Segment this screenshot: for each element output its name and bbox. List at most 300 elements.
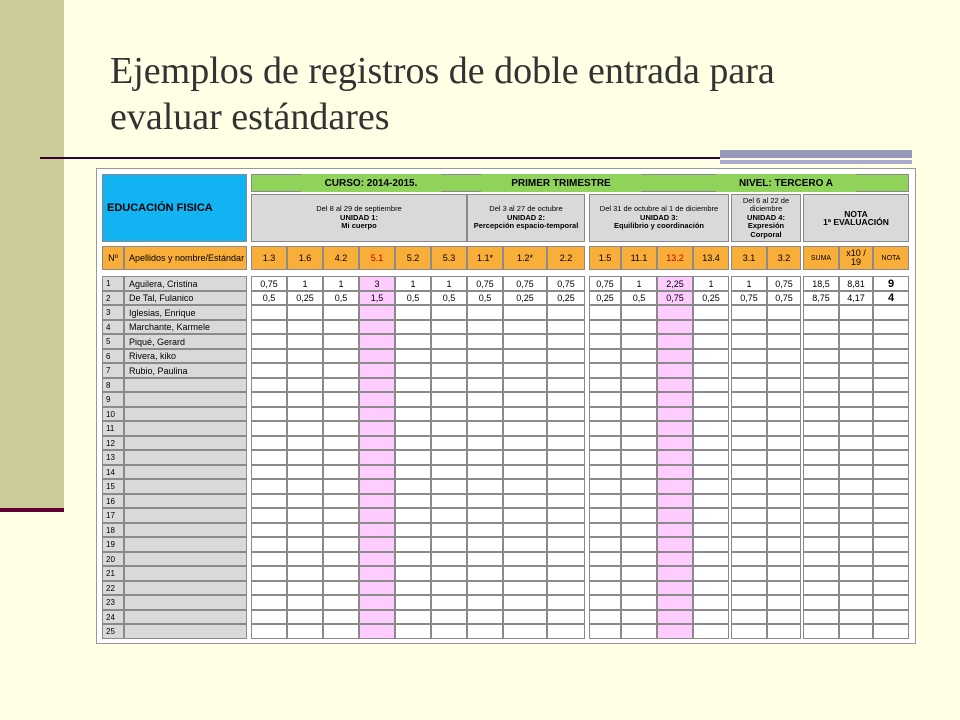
unit-topic: Percepción espacio-temporal — [473, 221, 579, 231]
score-cell — [589, 334, 621, 349]
score-cell — [693, 624, 729, 639]
score-cell: 0,75 — [767, 276, 801, 291]
score-cell — [503, 624, 547, 639]
title-line-2: evaluar estándares — [110, 96, 390, 138]
score-cell — [431, 610, 467, 624]
score-cell — [395, 494, 431, 508]
suma-cell — [803, 523, 839, 537]
score-cell — [323, 378, 359, 392]
x10-cell: 4,17 — [839, 291, 873, 305]
score-cell — [323, 595, 359, 610]
score-cell — [467, 581, 503, 595]
score-cell — [731, 508, 767, 523]
score-cell — [431, 523, 467, 537]
x10-cell — [839, 334, 873, 349]
score-cell — [359, 349, 395, 363]
score-cell — [503, 436, 547, 450]
score-cell — [767, 479, 801, 494]
score-cell — [359, 552, 395, 566]
score-cell — [395, 523, 431, 537]
header-standard-1.6: 1.6 — [287, 246, 323, 270]
score-cell — [503, 450, 547, 465]
score-cell — [395, 407, 431, 421]
x10-cell — [839, 581, 873, 595]
score-cell: 0,25 — [693, 291, 729, 305]
score-cell — [323, 421, 359, 436]
score-cell — [323, 305, 359, 320]
score-cell — [547, 378, 585, 392]
nota-cell — [873, 610, 909, 624]
score-cell — [287, 610, 323, 624]
score-cell — [589, 479, 621, 494]
score-cell — [693, 508, 729, 523]
score-cell — [547, 552, 585, 566]
row-number: 25 — [102, 624, 124, 639]
score-cell — [431, 552, 467, 566]
score-cell: 0,25 — [547, 291, 585, 305]
score-cell — [287, 566, 323, 581]
subject-cell: EDUCACIÓN FISICA — [102, 174, 247, 242]
nota-cell — [873, 581, 909, 595]
score-cell — [693, 494, 729, 508]
score-cell — [287, 523, 323, 537]
score-cell — [467, 305, 503, 320]
student-name — [124, 421, 247, 436]
score-cell — [467, 465, 503, 479]
score-cell — [395, 421, 431, 436]
score-cell — [323, 624, 359, 639]
x10-cell — [839, 363, 873, 378]
student-name — [124, 494, 247, 508]
nota-header-line2: 1ª EVALUACIÓN — [823, 217, 889, 227]
score-cell: 0,75 — [589, 276, 621, 291]
nota-header — [803, 194, 909, 242]
score-cell — [767, 450, 801, 465]
score-cell — [731, 305, 767, 320]
student-name — [124, 537, 247, 552]
score-cell — [621, 581, 657, 595]
score-cell — [693, 363, 729, 378]
student-name: Iglesias, Enrique — [124, 305, 247, 320]
score-cell — [287, 508, 323, 523]
score-cell — [431, 581, 467, 595]
score-cell — [395, 508, 431, 523]
score-cell — [657, 595, 693, 610]
header-standard-5.3: 5.3 — [431, 246, 467, 270]
row-number: 23 — [102, 595, 124, 610]
suma-cell — [803, 334, 839, 349]
score-cell — [395, 363, 431, 378]
score-cell — [589, 320, 621, 334]
score-cell — [431, 450, 467, 465]
score-cell — [693, 523, 729, 537]
score-cell — [431, 465, 467, 479]
score-cell — [395, 624, 431, 639]
nota-cell — [873, 595, 909, 610]
nota-cell — [873, 436, 909, 450]
score-cell — [251, 465, 287, 479]
score-cell — [287, 494, 323, 508]
score-cell — [693, 610, 729, 624]
nota-cell — [873, 334, 909, 349]
suma-cell — [803, 349, 839, 363]
unit-header-2 — [467, 194, 585, 242]
score-cell: 0,75 — [547, 276, 585, 291]
row-number: 1 — [102, 276, 124, 291]
student-name — [124, 581, 247, 595]
nota-cell — [873, 494, 909, 508]
score-cell — [323, 392, 359, 407]
score-cell — [287, 552, 323, 566]
score-cell — [431, 305, 467, 320]
score-cell — [621, 479, 657, 494]
score-cell — [503, 349, 547, 363]
score-cell — [731, 566, 767, 581]
score-cell — [431, 566, 467, 581]
student-name — [124, 436, 247, 450]
x10-cell — [839, 566, 873, 581]
suma-cell — [803, 508, 839, 523]
suma-cell — [803, 305, 839, 320]
score-cell — [547, 421, 585, 436]
score-cell — [251, 508, 287, 523]
nota-cell: 4 — [873, 291, 909, 305]
score-cell — [251, 378, 287, 392]
score-cell — [359, 537, 395, 552]
row-number: 8 — [102, 378, 124, 392]
score-cell — [657, 566, 693, 581]
unit-name: UNIDAD 3: — [640, 212, 678, 222]
score-cell — [359, 595, 395, 610]
score-cell — [767, 581, 801, 595]
suma-cell — [803, 581, 839, 595]
score-cell — [503, 363, 547, 378]
score-cell — [621, 407, 657, 421]
score-cell — [589, 436, 621, 450]
score-cell — [431, 378, 467, 392]
score-cell — [287, 378, 323, 392]
score-cell — [767, 595, 801, 610]
nota-cell — [873, 349, 909, 363]
score-cell — [767, 320, 801, 334]
slide-title — [110, 48, 910, 140]
score-cell — [323, 450, 359, 465]
score-cell — [251, 494, 287, 508]
score-cell — [589, 508, 621, 523]
score-cell — [621, 595, 657, 610]
row-number: 21 — [102, 566, 124, 581]
header-standard-1.3: 1.3 — [251, 246, 287, 270]
unit-topic: Mi cuerpo — [341, 221, 377, 231]
score-cell — [323, 581, 359, 595]
student-name: Rubio, Paulina — [124, 363, 247, 378]
score-cell — [657, 421, 693, 436]
nota-cell — [873, 566, 909, 581]
score-cell — [287, 363, 323, 378]
score-cell — [323, 523, 359, 537]
student-name — [124, 450, 247, 465]
score-cell — [431, 624, 467, 639]
header-standard-1.2*: 1.2* — [503, 246, 547, 270]
score-cell — [589, 566, 621, 581]
score-cell — [657, 610, 693, 624]
score-cell — [589, 581, 621, 595]
score-cell — [359, 407, 395, 421]
x10-cell — [839, 465, 873, 479]
score-cell — [395, 537, 431, 552]
row-number: 5 — [102, 334, 124, 349]
score-cell — [547, 349, 585, 363]
score-cell — [323, 537, 359, 552]
nota-cell — [873, 624, 909, 639]
score-cell — [693, 378, 729, 392]
score-cell — [693, 479, 729, 494]
score-cell — [693, 566, 729, 581]
unit-dates: Del 6 al 22 de diciembre — [742, 195, 790, 214]
score-cell — [431, 537, 467, 552]
score-cell — [767, 537, 801, 552]
score-cell — [621, 334, 657, 349]
score-cell — [467, 610, 503, 624]
score-cell — [589, 552, 621, 566]
score-cell — [693, 450, 729, 465]
score-cell — [287, 305, 323, 320]
x10-cell — [839, 378, 873, 392]
suma-cell — [803, 320, 839, 334]
score-cell — [323, 508, 359, 523]
x10-cell — [839, 552, 873, 566]
row-number: 14 — [102, 465, 124, 479]
score-cell: 0,25 — [287, 291, 323, 305]
score-cell: 1 — [431, 276, 467, 291]
score-cell — [287, 479, 323, 494]
score-cell — [767, 494, 801, 508]
x10-cell — [839, 494, 873, 508]
header-standard-3.1: 3.1 — [731, 246, 767, 270]
score-cell — [359, 363, 395, 378]
score-cell — [431, 349, 467, 363]
score-cell — [767, 334, 801, 349]
nota-cell — [873, 305, 909, 320]
x10-cell — [839, 407, 873, 421]
unit-header-3 — [589, 194, 729, 242]
score-cell — [323, 334, 359, 349]
score-cell — [657, 407, 693, 421]
suma-cell — [803, 407, 839, 421]
student-name — [124, 552, 247, 566]
unit-header-4 — [731, 194, 801, 242]
score-cell — [287, 421, 323, 436]
nota-cell — [873, 392, 909, 407]
score-cell — [589, 523, 621, 537]
suma-cell — [803, 392, 839, 407]
score-cell — [621, 450, 657, 465]
score-cell — [621, 436, 657, 450]
score-cell — [395, 479, 431, 494]
x10-cell — [839, 421, 873, 436]
score-cell — [467, 334, 503, 349]
score-cell: 1 — [621, 276, 657, 291]
row-number: 7 — [102, 363, 124, 378]
score-cell — [767, 465, 801, 479]
nota-cell — [873, 450, 909, 465]
score-cell: 0,5 — [395, 291, 431, 305]
score-cell — [359, 494, 395, 508]
score-cell — [503, 523, 547, 537]
header-name: Apellidos y nombre/Estándar — [124, 246, 247, 270]
student-name — [124, 624, 247, 639]
score-cell — [359, 450, 395, 465]
score-cell — [431, 595, 467, 610]
score-cell — [467, 595, 503, 610]
header-standard-1.5: 1.5 — [589, 246, 621, 270]
score-cell — [693, 552, 729, 566]
title-rule-gray-thin — [720, 160, 912, 164]
x10-cell — [839, 537, 873, 552]
suma-cell — [803, 421, 839, 436]
score-cell — [503, 537, 547, 552]
score-cell — [287, 537, 323, 552]
score-cell — [547, 436, 585, 450]
score-cell — [547, 450, 585, 465]
score-cell — [251, 624, 287, 639]
score-cell — [323, 479, 359, 494]
row-number: 18 — [102, 523, 124, 537]
score-cell: 0,75 — [467, 276, 503, 291]
score-cell — [621, 305, 657, 320]
score-cell — [731, 523, 767, 537]
x10-cell: 8,81 — [839, 276, 873, 291]
score-cell — [693, 392, 729, 407]
score-cell — [359, 479, 395, 494]
score-cell — [503, 465, 547, 479]
score-cell — [359, 581, 395, 595]
title-rule-gray — [720, 150, 912, 158]
score-cell — [251, 305, 287, 320]
nota-cell — [873, 552, 909, 566]
nota-cell — [873, 363, 909, 378]
slide-sidebar-bar — [0, 0, 64, 510]
row-number: 3 — [102, 305, 124, 320]
score-cell — [547, 305, 585, 320]
nota-cell — [873, 421, 909, 436]
x10-cell — [839, 349, 873, 363]
header-standard-5.2: 5.2 — [395, 246, 431, 270]
x10-cell — [839, 392, 873, 407]
score-cell — [359, 465, 395, 479]
score-cell — [767, 508, 801, 523]
nota-cell — [873, 479, 909, 494]
score-cell — [467, 479, 503, 494]
score-cell — [395, 378, 431, 392]
score-cell — [395, 465, 431, 479]
header-standard-5.1: 5.1 — [359, 246, 395, 270]
nota-cell — [873, 407, 909, 421]
score-cell — [547, 479, 585, 494]
score-cell — [431, 421, 467, 436]
row-number: 17 — [102, 508, 124, 523]
x10-cell — [839, 305, 873, 320]
x10-cell — [839, 624, 873, 639]
score-cell — [503, 334, 547, 349]
student-name — [124, 523, 247, 537]
score-cell — [359, 320, 395, 334]
score-cell: 0,75 — [731, 291, 767, 305]
row-number: 15 — [102, 479, 124, 494]
score-cell — [395, 320, 431, 334]
score-cell — [589, 624, 621, 639]
header-standard-13.2: 13.2 — [657, 246, 693, 270]
curso-label: CURSO: 2014-2015. — [301, 174, 441, 192]
x10-cell — [839, 479, 873, 494]
score-cell — [467, 363, 503, 378]
score-cell — [547, 537, 585, 552]
header-standard-11.1: 11.1 — [621, 246, 657, 270]
row-number: 9 — [102, 392, 124, 407]
score-cell — [693, 581, 729, 595]
score-cell — [251, 581, 287, 595]
score-cell — [657, 378, 693, 392]
score-cell — [767, 624, 801, 639]
score-cell — [503, 494, 547, 508]
unit-name: UNIDAD 4: — [747, 212, 785, 222]
score-cell — [547, 581, 585, 595]
score-cell — [395, 436, 431, 450]
score-cell — [467, 624, 503, 639]
score-cell — [251, 320, 287, 334]
score-cell — [251, 436, 287, 450]
score-cell — [359, 305, 395, 320]
score-cell: 1 — [693, 276, 729, 291]
header-standard-13.4: 13.4 — [693, 246, 729, 270]
student-name: Piqué, Gerard — [124, 334, 247, 349]
score-cell — [359, 436, 395, 450]
score-cell: 0,75 — [251, 276, 287, 291]
score-cell — [589, 450, 621, 465]
score-cell — [359, 508, 395, 523]
score-cell: 0,5 — [431, 291, 467, 305]
score-cell — [431, 392, 467, 407]
score-cell — [767, 523, 801, 537]
score-cell — [731, 436, 767, 450]
score-cell — [251, 421, 287, 436]
x10-cell — [839, 450, 873, 465]
score-cell — [621, 537, 657, 552]
score-cell: 0,5 — [251, 291, 287, 305]
trimestre-label: PRIMER TRIMESTRE — [481, 174, 641, 192]
nota-cell — [873, 465, 909, 479]
student-name: Aguilera, Cristina — [124, 276, 247, 291]
score-cell — [395, 305, 431, 320]
score-cell: 0,25 — [589, 291, 621, 305]
score-cell: 2,25 — [657, 276, 693, 291]
x10-cell — [839, 610, 873, 624]
score-cell — [503, 421, 547, 436]
score-cell — [657, 624, 693, 639]
nota-cell — [873, 320, 909, 334]
student-name — [124, 392, 247, 407]
title-line-1: Ejemplos de registros de doble entrada para — [110, 50, 775, 92]
title-underline — [40, 157, 720, 159]
score-cell — [693, 465, 729, 479]
unit-topic: Equilibrio y coordinación — [613, 221, 704, 231]
score-cell — [547, 508, 585, 523]
score-cell — [251, 407, 287, 421]
score-cell — [323, 552, 359, 566]
student-name: Marchante, Karmele — [124, 320, 247, 334]
score-cell — [589, 595, 621, 610]
score-cell — [359, 624, 395, 639]
